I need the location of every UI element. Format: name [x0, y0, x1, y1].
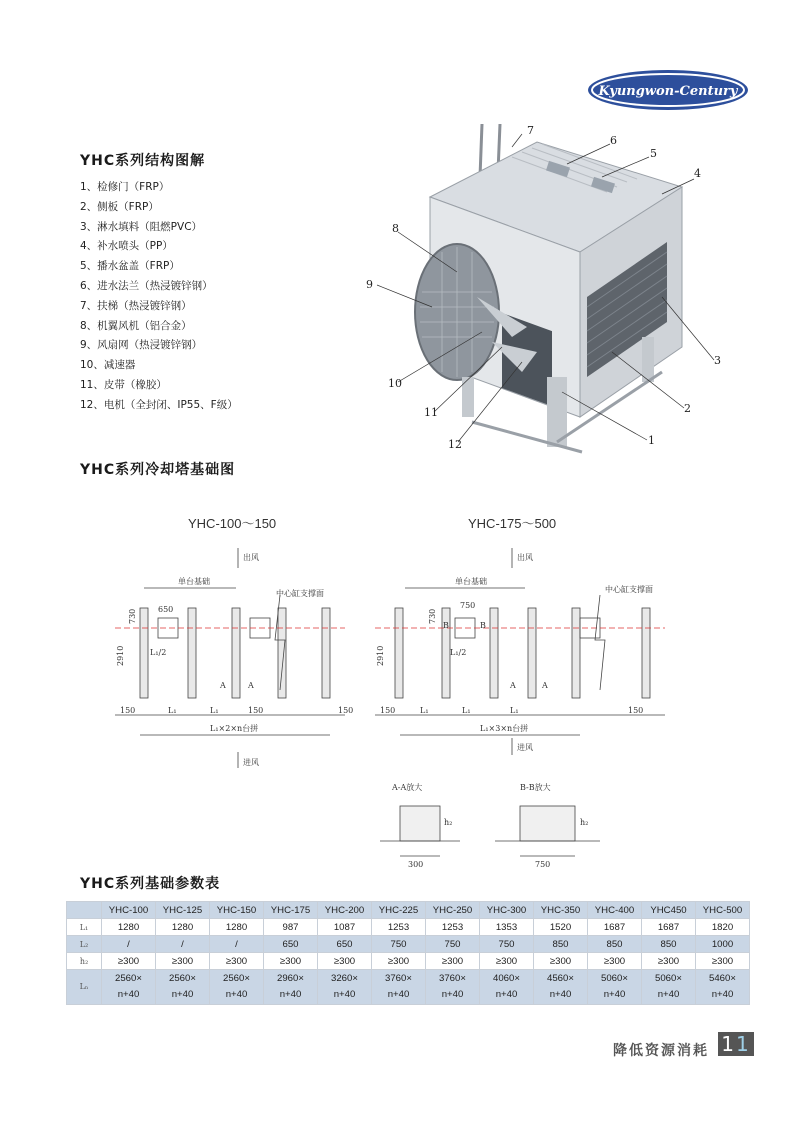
out-air-right: 出风	[517, 553, 533, 562]
table-row	[67, 902, 750, 919]
table-corner	[67, 902, 102, 919]
part-item: 4、补水喷头（PP）	[80, 240, 173, 253]
table-cell: 750	[426, 936, 480, 953]
table-cell: 5060× n+40	[642, 970, 696, 1005]
table-cell: ≥300	[480, 953, 534, 970]
callout-6: 6	[610, 134, 617, 147]
table-cell: ≥300	[696, 953, 750, 970]
table-cell: ≥300	[318, 953, 372, 970]
table-cell: 1820	[696, 919, 750, 936]
aa-title: A-A放大	[392, 783, 423, 792]
col-header: YHC-150	[210, 902, 264, 919]
table-cell: 1520	[534, 919, 588, 936]
part-item: 3、淋水填料（阻燃PVC）	[80, 220, 203, 233]
table-cell: 2560× n+40	[210, 970, 264, 1005]
dim-2910-right: 2910	[376, 645, 385, 666]
table-cell: 3260× n+40	[318, 970, 372, 1005]
row-header: L₁	[67, 919, 102, 936]
bb-title: B-B放大	[520, 783, 551, 792]
dim-300: 300	[408, 860, 424, 869]
col-header: YHC450	[642, 902, 696, 919]
table-cell: 650	[264, 936, 318, 953]
cooling-tower-illustration	[362, 122, 722, 467]
table-cell: ≥300	[426, 953, 480, 970]
table-cell: 2560× n+40	[102, 970, 156, 1005]
parts-list	[80, 178, 238, 416]
table-cell: ≥300	[264, 953, 318, 970]
table-cell: ≥300	[588, 953, 642, 970]
h2-label-b: h₂	[580, 818, 589, 827]
table-cell: 2960× n+40	[264, 970, 318, 1005]
part-item: 12、电机（全封闭、IP55、F级）	[80, 398, 238, 411]
table-row	[67, 970, 750, 1005]
table-cell: 3760× n+40	[372, 970, 426, 1005]
table-cell: 5460× n+40	[696, 970, 750, 1005]
table-cell: ≥300	[642, 953, 696, 970]
structure-heading: YHC系列结构图解	[80, 153, 206, 169]
part-item: 7、扶梯（热浸镀锌钢）	[80, 299, 192, 312]
callout-11: 11	[424, 406, 438, 419]
right-drawing-title: YHC-175～500	[468, 516, 557, 531]
section-a-right-2: A	[542, 681, 548, 690]
l1-label-4: L₁	[462, 706, 471, 715]
section-a-right: A	[510, 681, 516, 690]
col-header: YHC-200	[318, 902, 372, 919]
part-item: 2、侧板（FRP）	[80, 200, 159, 213]
params-heading: YHC系列基础参数表	[80, 876, 221, 892]
table-cell: 750	[372, 936, 426, 953]
table-cell: 987	[264, 919, 318, 936]
table-cell: ≥300	[156, 953, 210, 970]
col-header: YHC-300	[480, 902, 534, 919]
callout-1: 1	[648, 434, 655, 447]
table-cell: 1687	[642, 919, 696, 936]
table-row	[67, 953, 750, 970]
table-cell: /	[210, 936, 264, 953]
col-header: YHC-250	[426, 902, 480, 919]
part-item: 8、机翼风机（铝合金）	[80, 319, 192, 332]
in-air-right: 进风	[517, 743, 533, 752]
out-air-left: 出风	[243, 553, 259, 562]
part-item: 1、检修门（FRP）	[80, 181, 170, 193]
table-cell: 750	[480, 936, 534, 953]
callout-2: 2	[684, 402, 691, 415]
table-cell: ≥300	[534, 953, 588, 970]
table-row	[67, 936, 750, 953]
table-cell: 1280	[210, 919, 264, 936]
col-header: YHC-175	[264, 902, 318, 919]
row-header: L₂	[67, 936, 102, 953]
table-cell: /	[102, 936, 156, 953]
table-cell: /	[156, 936, 210, 953]
l1-2n-label: L₁×2×n台拼	[210, 724, 259, 733]
table-cell: 1253	[372, 919, 426, 936]
section-b-2: B	[480, 621, 486, 630]
foundation-heading: YHC系列冷却塔基础图	[80, 462, 236, 478]
l1-half-left: L₁/2	[150, 648, 167, 657]
dim-730-right: 730	[428, 608, 437, 624]
center-support-right: 中心缸支撑面	[605, 585, 653, 594]
table-cell: ≥300	[372, 953, 426, 970]
col-header: YHC-125	[156, 902, 210, 919]
section-a-left-2: A	[248, 681, 254, 690]
table-cell: 2560× n+40	[156, 970, 210, 1005]
center-support-left: 中心缸支撑面	[276, 589, 324, 598]
table-cell: 4560× n+40	[534, 970, 588, 1005]
dim-150-4: 150	[380, 706, 396, 715]
l1-label-5: L₁	[510, 706, 519, 715]
part-item: 11、皮带（橡胶）	[80, 378, 167, 391]
table-cell: 1000	[696, 936, 750, 953]
callout-5: 5	[650, 147, 657, 160]
col-header: YHC-400	[588, 902, 642, 919]
dim-150-5: 150	[628, 706, 644, 715]
section-details-drawing	[370, 780, 610, 870]
section-a-left: A	[220, 681, 226, 690]
dim-2910-left: 2910	[116, 645, 125, 666]
table-cell: 850	[588, 936, 642, 953]
callout-8: 8	[392, 222, 399, 235]
table-cell: 5060× n+40	[588, 970, 642, 1005]
dim-150-2: 150	[248, 706, 264, 715]
col-header: YHC-500	[696, 902, 750, 919]
table-cell: 1353	[480, 919, 534, 936]
single-base-right: 单台基础	[455, 577, 487, 586]
part-item: 9、风扇网（热浸镀锌钢）	[80, 339, 203, 352]
dim-750-detail: 750	[535, 860, 551, 869]
l1-3n-label: L₁×3×n台拼	[480, 724, 529, 733]
section-b-1: B	[443, 621, 449, 630]
col-header: YHC-225	[372, 902, 426, 919]
table-cell: 1253	[426, 919, 480, 936]
row-header: h₂	[67, 953, 102, 970]
callout-12: 12	[448, 438, 462, 451]
table-cell: 1280	[156, 919, 210, 936]
table-cell: 1087	[318, 919, 372, 936]
callout-9: 9	[366, 278, 373, 291]
footer-slogan: 降低资源消耗	[613, 1043, 709, 1059]
brand-name: Kyungwon-Century	[598, 84, 738, 99]
table-row	[67, 919, 750, 936]
row-header: Lₙ	[67, 970, 102, 1005]
brand-logo	[586, 68, 751, 112]
part-item: 10、减速器	[80, 359, 136, 372]
in-air-left: 进风	[243, 758, 259, 767]
left-drawing-title: YHC-100～150	[188, 516, 277, 531]
table-cell: 3760× n+40	[426, 970, 480, 1005]
callout-3: 3	[714, 354, 721, 367]
h2-label-a: h₂	[444, 818, 453, 827]
table-cell: 1687	[588, 919, 642, 936]
l1-label-2: L₁	[210, 706, 219, 715]
l1-label-3: L₁	[420, 706, 429, 715]
l1-half-right: L₁/2	[450, 648, 467, 657]
params-table	[66, 901, 750, 1005]
single-base-left: 单台基础	[178, 577, 210, 586]
table-cell: 850	[642, 936, 696, 953]
dim-750: 750	[460, 601, 476, 610]
table-cell: 850	[534, 936, 588, 953]
table-cell: ≥300	[102, 953, 156, 970]
callout-10: 10	[388, 377, 402, 390]
callout-7: 7	[527, 124, 534, 137]
page-number: 11	[718, 1032, 754, 1056]
dim-730-left: 730	[128, 608, 137, 624]
col-header: YHC-100	[102, 902, 156, 919]
table-cell: 650	[318, 936, 372, 953]
dim-650: 650	[158, 605, 174, 614]
dim-150-3: 150	[338, 706, 354, 715]
table-cell: 4060× n+40	[480, 970, 534, 1005]
part-item: 6、进水法兰（热浸镀锌钢）	[80, 279, 213, 292]
callout-4: 4	[694, 167, 701, 180]
dim-150-1: 150	[120, 706, 136, 715]
part-item: 5、播水盆盖（FRP）	[80, 260, 180, 273]
table-cell: 1280	[102, 919, 156, 936]
col-header: YHC-350	[534, 902, 588, 919]
l1-label-1: L₁	[168, 706, 177, 715]
table-cell: ≥300	[210, 953, 264, 970]
